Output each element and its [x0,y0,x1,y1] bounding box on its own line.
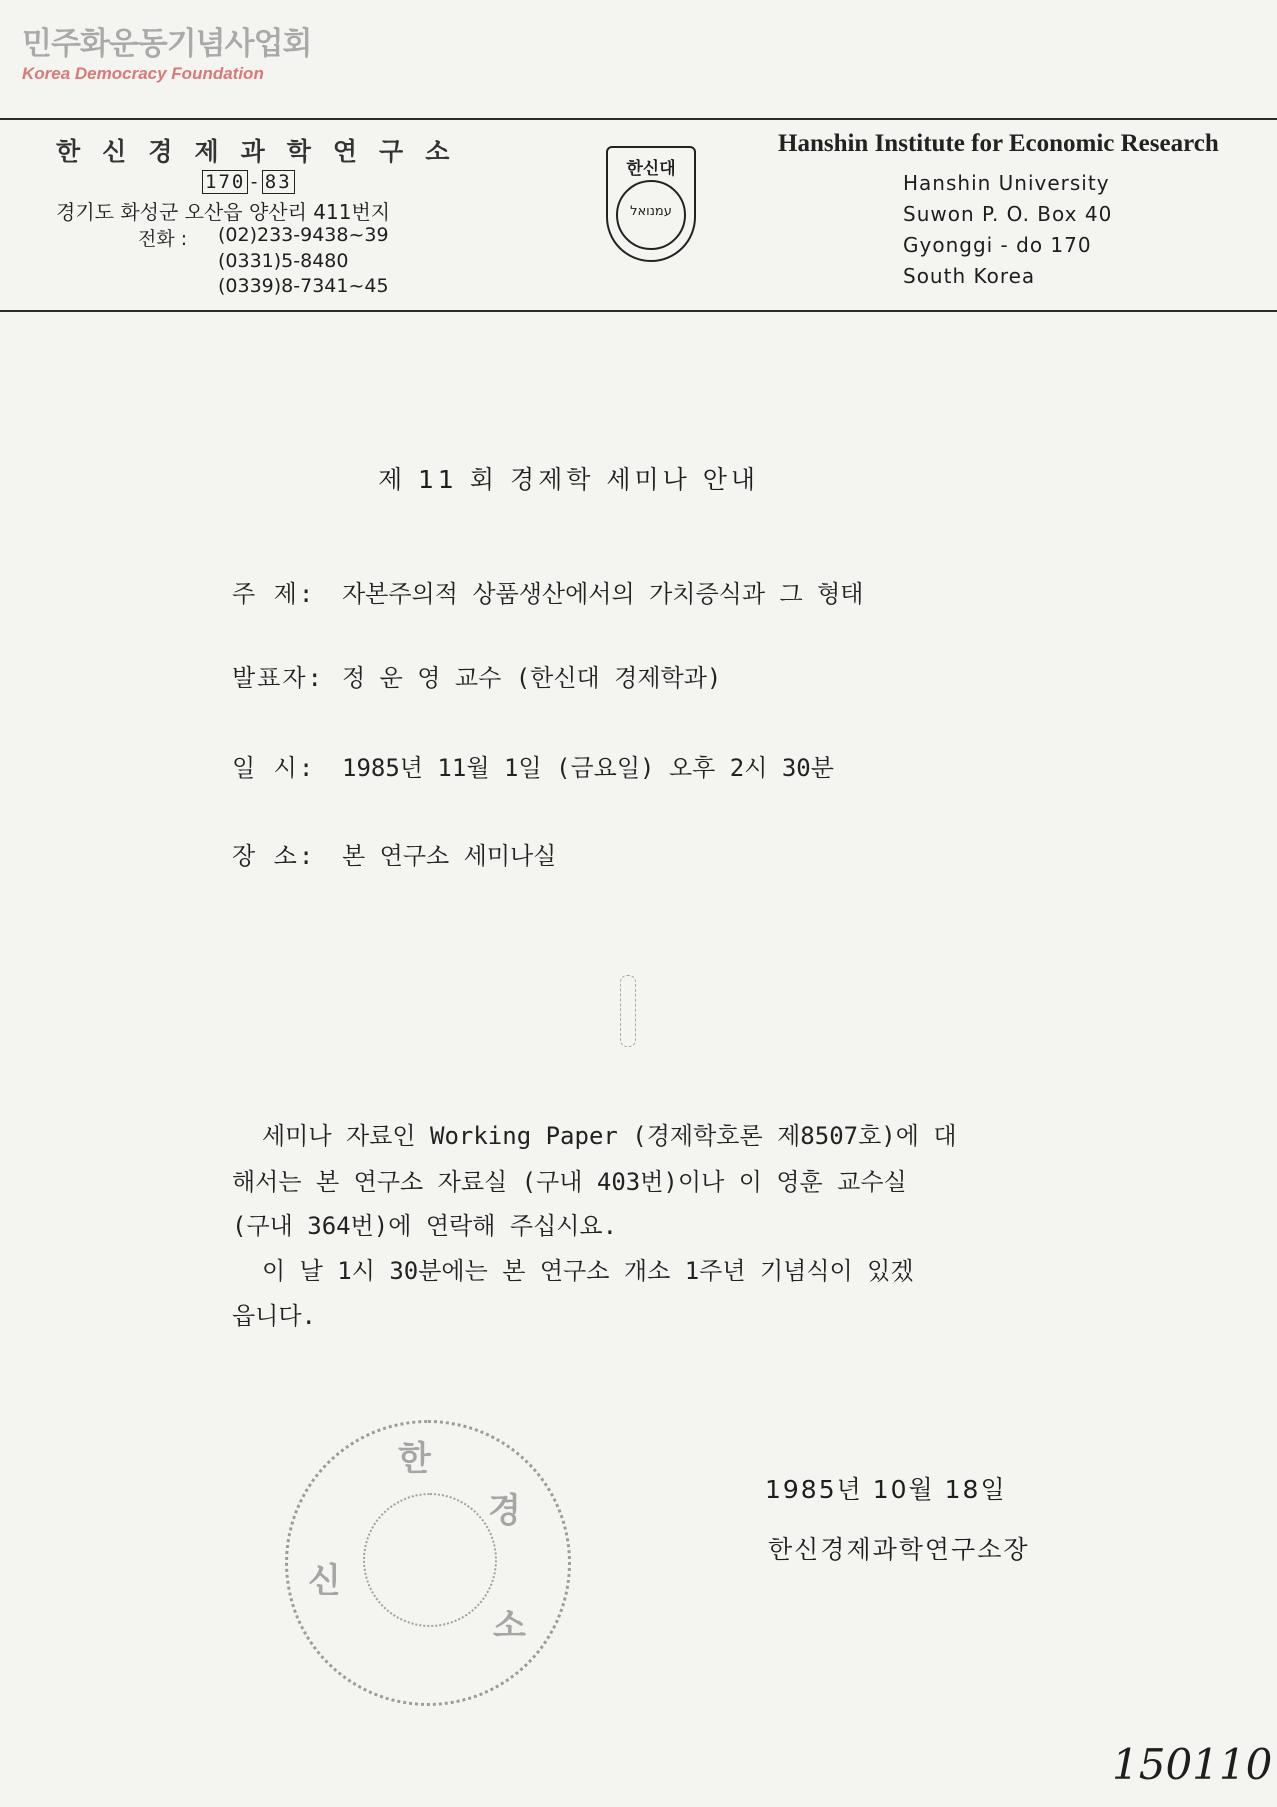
top-rule [0,118,1277,120]
phone-number: (0339)8-7341~45 [218,275,389,297]
item-label: 장 소: [232,842,316,870]
zip-code: 170 - 83 [202,171,295,193]
bottom-rule [0,310,1277,312]
paragraph-line: (구내 364번)에 연락해 주십시요. [232,1212,618,1240]
paragraph-line: 읍니다. [232,1302,317,1330]
item-value: 정 운 영 교수 (한신대 경제학과) [342,664,722,692]
watermark-title: 민주화운동기념사업회 [22,26,312,62]
watermark-subtitle: Korea Democracy Foundation [22,64,264,83]
issuer-name: 한신경제과학연구소장 [768,1535,1030,1564]
issue-date: 1985년 10월 18일 [765,1475,1007,1504]
notice-item-topic [232,574,863,609]
notice-item-place [232,836,556,871]
seal-text-top: 한신대 [626,159,676,179]
address-line-english: Gyonggi - do 170 [903,233,1092,257]
official-stamp [285,1420,571,1706]
paragraph-line: 이 날 1시 30분에는 본 연구소 개소 1주년 기념식이 있겠 [262,1257,914,1285]
address-line-english: South Korea [903,264,1036,288]
stamp-char: 소 [493,1606,526,1646]
item-label: 일 시: [232,754,316,782]
notice-item-presenter [232,658,721,693]
paragraph-line: 세미나 자료인 Working Paper (경제학호론 제8507호)에 대 [262,1122,957,1150]
zip-part-1: 170 [202,170,248,194]
university-seal-logo [606,146,696,262]
handwritten-number: 150110 [1112,1740,1273,1789]
notice-title: 제 11 회 경제학 세미나 안내 [378,465,760,494]
ink-smudge [620,975,636,1047]
phone-number: (02)233-9438~39 [218,224,389,246]
notice-item-datetime [232,748,834,783]
stamp-char: 신 [308,1561,341,1601]
item-value: 본 연구소 세미나실 [342,842,557,870]
item-label: 주 제: [232,580,316,608]
item-value: 1985년 11월 1일 (금요일) 오후 2시 30분 [342,754,834,782]
stamp-char: 한 [398,1439,431,1479]
institute-name-korean: 한신경제과학연구소 [56,137,472,166]
item-label: 발표자: [232,664,325,692]
item-value: 자본주의적 상품생산에서의 가치증식과 그 형태 [342,580,864,608]
phone-number: (0331)5-8480 [218,250,349,272]
institute-name-english: Hanshin Institute for Economic Research [778,130,1219,157]
phone-label: 전화 : [138,228,188,250]
stamp-inner-ring [363,1493,497,1627]
seal-text-bottom: עמנואל [630,204,672,219]
stamp-char: 경 [488,1491,521,1531]
zip-part-2: 83 [262,170,295,194]
address-line-english: Hanshin University [903,171,1110,195]
address-line-english: Suwon P. O. Box 40 [903,202,1113,226]
paragraph-line: 해서는 본 연구소 자료실 (구내 403번)이나 이 영훈 교수실 [232,1168,907,1196]
address-korean: 경기도 화성군 오산읍 양산리 411번지 [56,200,391,224]
